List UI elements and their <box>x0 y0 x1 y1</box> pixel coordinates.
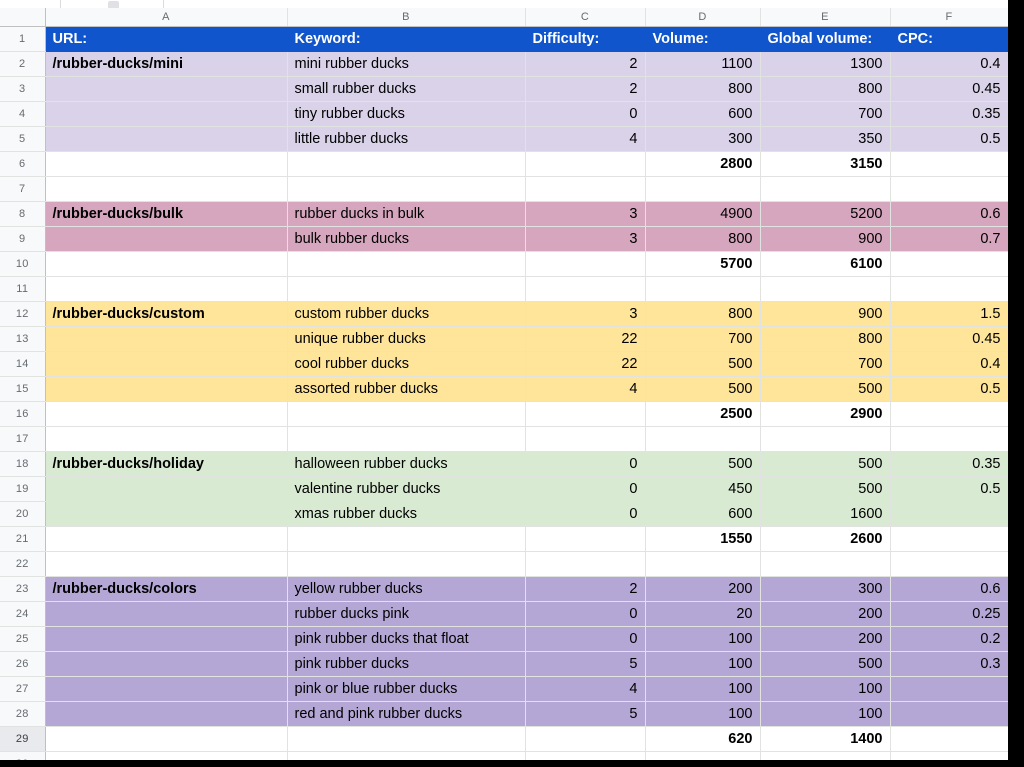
cell-D19[interactable]: 450 <box>645 477 760 502</box>
cell-E29[interactable]: 1400 <box>760 727 890 752</box>
cell-E1[interactable]: Global volume: <box>760 27 890 52</box>
row-header[interactable]: 28 <box>0 702 45 727</box>
cell-C27[interactable]: 4 <box>525 677 645 702</box>
cell-C5[interactable]: 4 <box>525 127 645 152</box>
cell-D28[interactable]: 100 <box>645 702 760 727</box>
table-row <box>0 327 1008 352</box>
cell-E19[interactable]: 500 <box>760 477 890 502</box>
table-row <box>0 452 1008 477</box>
cell-A5[interactable] <box>45 127 287 152</box>
cell-D25[interactable]: 100 <box>645 627 760 652</box>
cell-E13[interactable]: 800 <box>760 327 890 352</box>
cell-B16[interactable] <box>287 402 525 427</box>
cell-A15[interactable] <box>45 377 287 402</box>
cell-B20[interactable]: xmas rubber ducks <box>287 502 525 527</box>
cell-A28[interactable] <box>45 702 287 727</box>
cell-C25[interactable]: 0 <box>525 627 645 652</box>
row-header[interactable]: 4 <box>0 102 45 127</box>
cell-D11[interactable] <box>645 277 760 302</box>
table-row <box>0 477 1008 502</box>
row-header[interactable]: 23 <box>0 577 45 602</box>
cell-D20[interactable]: 600 <box>645 502 760 527</box>
cell-C14[interactable]: 22 <box>525 352 645 377</box>
cell-A20[interactable] <box>45 502 287 527</box>
cell-A26[interactable] <box>45 652 287 677</box>
cell-F27[interactable] <box>890 677 1008 702</box>
cell-A19[interactable] <box>45 477 287 502</box>
cell-A12[interactable]: /rubber-ducks/custom <box>45 302 287 327</box>
table-row <box>0 652 1008 677</box>
cell-F11[interactable] <box>890 277 1008 302</box>
cell-A13[interactable] <box>45 327 287 352</box>
cell-D7[interactable] <box>645 177 760 202</box>
cell-E22[interactable] <box>760 552 890 577</box>
table-row <box>0 427 1008 452</box>
cell-F6[interactable] <box>890 152 1008 177</box>
cell-D18[interactable]: 500 <box>645 452 760 477</box>
cell-D29[interactable]: 620 <box>645 727 760 752</box>
row-header[interactable]: 18 <box>0 452 45 477</box>
cell-E8[interactable]: 5200 <box>760 202 890 227</box>
row-header[interactable]: 7 <box>0 177 45 202</box>
table-row <box>0 377 1008 402</box>
row-header[interactable]: 25 <box>0 627 45 652</box>
viewport-cutoff-right <box>1008 0 1024 767</box>
cell-F22[interactable] <box>890 552 1008 577</box>
column-header-f[interactable]: F <box>890 8 1008 27</box>
cell-E25[interactable]: 200 <box>760 627 890 652</box>
cell-F20[interactable] <box>890 502 1008 527</box>
cell-D17[interactable] <box>645 427 760 452</box>
cell-C29[interactable] <box>525 727 645 752</box>
cell-B14[interactable]: cool rubber ducks <box>287 352 525 377</box>
cell-A11[interactable] <box>45 277 287 302</box>
cell-B27[interactable]: pink or blue rubber ducks <box>287 677 525 702</box>
cell-D5[interactable]: 300 <box>645 127 760 152</box>
table-row <box>0 227 1008 252</box>
cell-B1[interactable]: Keyword: <box>287 27 525 52</box>
row-header[interactable]: 11 <box>0 277 45 302</box>
cell-E26[interactable]: 500 <box>760 652 890 677</box>
cell-C13[interactable]: 22 <box>525 327 645 352</box>
table-row <box>0 202 1008 227</box>
cell-E4[interactable]: 700 <box>760 102 890 127</box>
cell-B25[interactable]: pink rubber ducks that float <box>287 627 525 652</box>
cell-B11[interactable] <box>287 277 525 302</box>
cell-A21[interactable] <box>45 527 287 552</box>
row-header[interactable]: 10 <box>0 252 45 277</box>
table-row <box>0 127 1008 152</box>
toolbar-separator <box>60 0 61 8</box>
cell-B26[interactable]: pink rubber ducks <box>287 652 525 677</box>
row-header[interactable]: 19 <box>0 477 45 502</box>
row-header[interactable]: 16 <box>0 402 45 427</box>
cell-C2[interactable]: 2 <box>525 52 645 77</box>
cell-C12[interactable]: 3 <box>525 302 645 327</box>
viewport-cutoff-bottom <box>0 760 1024 767</box>
cell-F3[interactable]: 0.45 <box>890 77 1008 102</box>
cell-A7[interactable] <box>45 177 287 202</box>
row-header[interactable]: 22 <box>0 552 45 577</box>
cell-B23[interactable]: yellow rubber ducks <box>287 577 525 602</box>
cell-B19[interactable]: valentine rubber ducks <box>287 477 525 502</box>
row-header[interactable]: 17 <box>0 427 45 452</box>
cell-D6[interactable]: 2800 <box>645 152 760 177</box>
cell-A6[interactable] <box>45 152 287 177</box>
row-header[interactable]: 27 <box>0 677 45 702</box>
cell-A1[interactable]: URL: <box>45 27 287 52</box>
cell-C7[interactable] <box>525 177 645 202</box>
cell-F4[interactable]: 0.35 <box>890 102 1008 127</box>
cell-B28[interactable]: red and pink rubber ducks <box>287 702 525 727</box>
cell-D13[interactable]: 700 <box>645 327 760 352</box>
cell-F23[interactable]: 0.6 <box>890 577 1008 602</box>
cell-B17[interactable] <box>287 427 525 452</box>
cell-D15[interactable]: 500 <box>645 377 760 402</box>
cell-E7[interactable] <box>760 177 890 202</box>
cell-A10[interactable] <box>45 252 287 277</box>
cell-B7[interactable] <box>287 177 525 202</box>
cell-B24[interactable]: rubber ducks pink <box>287 602 525 627</box>
cell-F28[interactable] <box>890 702 1008 727</box>
row-header[interactable]: 24 <box>0 602 45 627</box>
cell-F25[interactable]: 0.2 <box>890 627 1008 652</box>
cell-C8[interactable]: 3 <box>525 202 645 227</box>
row-header[interactable]: 21 <box>0 527 45 552</box>
table-row <box>0 502 1008 527</box>
cell-C20[interactable]: 0 <box>525 502 645 527</box>
cell-A8[interactable]: /rubber-ducks/bulk <box>45 202 287 227</box>
cell-A22[interactable] <box>45 552 287 577</box>
column-header-a[interactable]: A <box>45 8 287 27</box>
row-header[interactable]: 3 <box>0 77 45 102</box>
cell-A2[interactable]: /rubber-ducks/mini <box>45 52 287 77</box>
cell-B21[interactable] <box>287 527 525 552</box>
row-header[interactable]: 13 <box>0 327 45 352</box>
row-header[interactable]: 1 <box>0 27 45 52</box>
table-row <box>0 627 1008 652</box>
cell-E12[interactable]: 900 <box>760 302 890 327</box>
cell-E14[interactable]: 700 <box>760 352 890 377</box>
cell-E24[interactable]: 200 <box>760 602 890 627</box>
cell-E15[interactable]: 500 <box>760 377 890 402</box>
cell-B6[interactable] <box>287 152 525 177</box>
cell-C6[interactable] <box>525 152 645 177</box>
cell-D3[interactable]: 800 <box>645 77 760 102</box>
cell-B10[interactable] <box>287 252 525 277</box>
cell-D9[interactable]: 800 <box>645 227 760 252</box>
cell-C16[interactable] <box>525 402 645 427</box>
row-header[interactable]: 5 <box>0 127 45 152</box>
cell-C22[interactable] <box>525 552 645 577</box>
cell-E10[interactable]: 6100 <box>760 252 890 277</box>
cell-A14[interactable] <box>45 352 287 377</box>
cell-D27[interactable]: 100 <box>645 677 760 702</box>
cell-F14[interactable]: 0.4 <box>890 352 1008 377</box>
cell-F13[interactable]: 0.45 <box>890 327 1008 352</box>
cell-A18[interactable]: /rubber-ducks/holiday <box>45 452 287 477</box>
cell-F17[interactable] <box>890 427 1008 452</box>
cell-F24[interactable]: 0.25 <box>890 602 1008 627</box>
column-header-c[interactable]: C <box>525 8 645 27</box>
table-row <box>0 277 1008 302</box>
cell-E23[interactable]: 300 <box>760 577 890 602</box>
row-header[interactable]: 2 <box>0 52 45 77</box>
table-row <box>0 152 1008 177</box>
cell-A17[interactable] <box>45 427 287 452</box>
cell-B12[interactable]: custom rubber ducks <box>287 302 525 327</box>
cell-C21[interactable] <box>525 527 645 552</box>
cell-A4[interactable] <box>45 102 287 127</box>
cell-F16[interactable] <box>890 402 1008 427</box>
cell-B5[interactable]: little rubber ducks <box>287 127 525 152</box>
cell-D12[interactable]: 800 <box>645 302 760 327</box>
cell-D21[interactable]: 1550 <box>645 527 760 552</box>
cell-A9[interactable] <box>45 227 287 252</box>
cell-D23[interactable]: 200 <box>645 577 760 602</box>
cell-C18[interactable]: 0 <box>525 452 645 477</box>
cell-C1[interactable]: Difficulty: <box>525 27 645 52</box>
table-row <box>0 102 1008 127</box>
cell-F10[interactable] <box>890 252 1008 277</box>
cell-F19[interactable]: 0.5 <box>890 477 1008 502</box>
cell-D8[interactable]: 4900 <box>645 202 760 227</box>
cell-E18[interactable]: 500 <box>760 452 890 477</box>
cell-D4[interactable]: 600 <box>645 102 760 127</box>
row-header[interactable]: 29 <box>0 727 45 752</box>
cell-E17[interactable] <box>760 427 890 452</box>
sheet-grid[interactable] <box>0 8 1008 767</box>
cell-C10[interactable] <box>525 252 645 277</box>
cell-B2[interactable]: mini rubber ducks <box>287 52 525 77</box>
cell-E27[interactable]: 100 <box>760 677 890 702</box>
cell-B8[interactable]: rubber ducks in bulk <box>287 202 525 227</box>
cell-C26[interactable]: 5 <box>525 652 645 677</box>
cell-A29[interactable] <box>45 727 287 752</box>
cell-E28[interactable]: 100 <box>760 702 890 727</box>
cell-A16[interactable] <box>45 402 287 427</box>
cell-F18[interactable]: 0.35 <box>890 452 1008 477</box>
table-row <box>0 177 1008 202</box>
cell-B4[interactable]: tiny rubber ducks <box>287 102 525 127</box>
table-row <box>0 402 1008 427</box>
cell-F29[interactable] <box>890 727 1008 752</box>
select-all-corner[interactable] <box>0 8 45 27</box>
row-header[interactable]: 14 <box>0 352 45 377</box>
cell-F12[interactable]: 1.5 <box>890 302 1008 327</box>
table-row <box>0 302 1008 327</box>
row-header[interactable]: 6 <box>0 152 45 177</box>
table-row <box>0 702 1008 727</box>
column-header-row <box>0 8 1008 27</box>
cell-F8[interactable]: 0.6 <box>890 202 1008 227</box>
cell-D2[interactable]: 1100 <box>645 52 760 77</box>
cell-D22[interactable] <box>645 552 760 577</box>
cell-D1[interactable]: Volume: <box>645 27 760 52</box>
sheet-table <box>0 8 1008 767</box>
cell-E5[interactable]: 350 <box>760 127 890 152</box>
table-row <box>0 52 1008 77</box>
row-header[interactable]: 9 <box>0 227 45 252</box>
cell-C4[interactable]: 0 <box>525 102 645 127</box>
cell-C3[interactable]: 2 <box>525 77 645 102</box>
cell-F5[interactable]: 0.5 <box>890 127 1008 152</box>
cell-E11[interactable] <box>760 277 890 302</box>
cell-D24[interactable]: 20 <box>645 602 760 627</box>
cell-C19[interactable]: 0 <box>525 477 645 502</box>
cell-E6[interactable]: 3150 <box>760 152 890 177</box>
cell-F26[interactable]: 0.3 <box>890 652 1008 677</box>
cell-C11[interactable] <box>525 277 645 302</box>
row-header[interactable]: 26 <box>0 652 45 677</box>
table-row <box>0 552 1008 577</box>
cell-F1[interactable]: CPC: <box>890 27 1008 52</box>
cell-B22[interactable] <box>287 552 525 577</box>
row-header[interactable]: 8 <box>0 202 45 227</box>
table-row <box>0 252 1008 277</box>
row-header[interactable]: 20 <box>0 502 45 527</box>
cell-C24[interactable]: 0 <box>525 602 645 627</box>
cell-A3[interactable] <box>45 77 287 102</box>
cell-F7[interactable] <box>890 177 1008 202</box>
cell-A24[interactable] <box>45 602 287 627</box>
cell-D26[interactable]: 100 <box>645 652 760 677</box>
cell-C15[interactable]: 4 <box>525 377 645 402</box>
cell-F2[interactable]: 0.4 <box>890 52 1008 77</box>
cell-F15[interactable]: 0.5 <box>890 377 1008 402</box>
cell-C28[interactable]: 5 <box>525 702 645 727</box>
cell-D14[interactable]: 500 <box>645 352 760 377</box>
cell-B9[interactable]: bulk rubber ducks <box>287 227 525 252</box>
cell-B18[interactable]: halloween rubber ducks <box>287 452 525 477</box>
row-header[interactable]: 15 <box>0 377 45 402</box>
cell-D16[interactable]: 2500 <box>645 402 760 427</box>
cell-E2[interactable]: 1300 <box>760 52 890 77</box>
table-row <box>0 677 1008 702</box>
cell-C9[interactable]: 3 <box>525 227 645 252</box>
table-row <box>0 27 1008 52</box>
cell-C17[interactable] <box>525 427 645 452</box>
cell-E9[interactable]: 900 <box>760 227 890 252</box>
cell-E3[interactable]: 800 <box>760 77 890 102</box>
cell-A27[interactable] <box>45 677 287 702</box>
table-row <box>0 352 1008 377</box>
table-row <box>0 77 1008 102</box>
table-row <box>0 602 1008 627</box>
cell-F9[interactable]: 0.7 <box>890 227 1008 252</box>
table-row <box>0 577 1008 602</box>
column-header-d[interactable]: D <box>645 8 760 27</box>
cell-E16[interactable]: 2900 <box>760 402 890 427</box>
cell-A25[interactable] <box>45 627 287 652</box>
column-header-e[interactable]: E <box>760 8 890 27</box>
table-row <box>0 527 1008 552</box>
cell-F21[interactable] <box>890 527 1008 552</box>
cell-B15[interactable]: assorted rubber ducks <box>287 377 525 402</box>
toolbar-separator <box>163 0 164 8</box>
cell-E20[interactable]: 1600 <box>760 502 890 527</box>
cell-A23[interactable]: /rubber-ducks/colors <box>45 577 287 602</box>
cell-B29[interactable] <box>287 727 525 752</box>
column-header-b[interactable]: B <box>287 8 525 27</box>
row-header[interactable]: 12 <box>0 302 45 327</box>
table-row <box>0 727 1008 752</box>
cell-B3[interactable]: small rubber ducks <box>287 77 525 102</box>
cell-B13[interactable]: unique rubber ducks <box>287 327 525 352</box>
cell-E21[interactable]: 2600 <box>760 527 890 552</box>
cell-C23[interactable]: 2 <box>525 577 645 602</box>
cell-D10[interactable]: 5700 <box>645 252 760 277</box>
